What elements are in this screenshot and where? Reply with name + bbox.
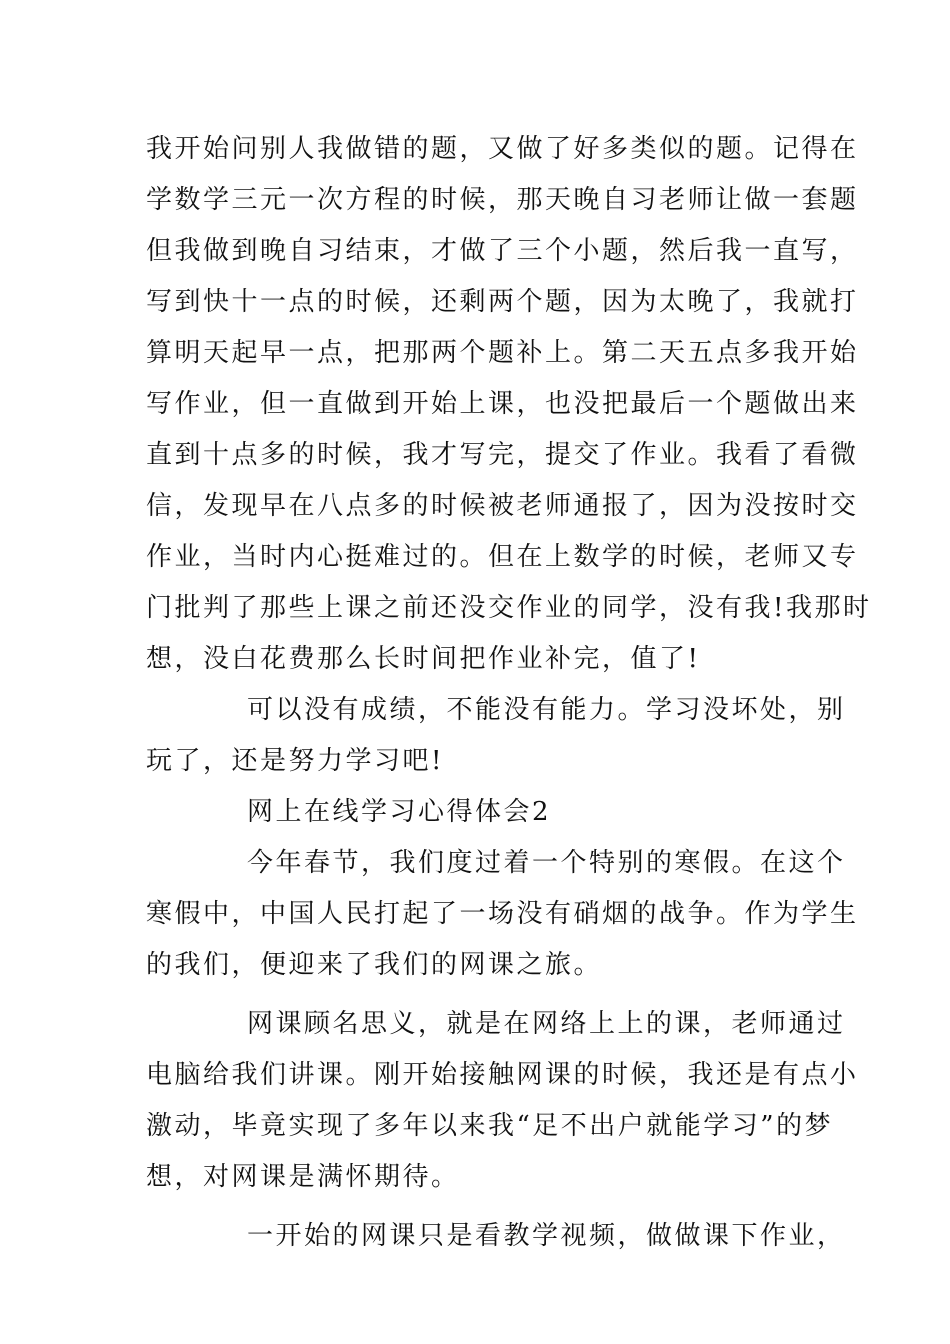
- text-line: 玩了，还是努力学习吧!: [146, 746, 444, 776]
- text-line: 寒假中，中国人民打起了一场没有硝烟的战争。作为学生: [146, 899, 859, 929]
- text-line: 想，没白花费那么长时间把作业补完，值了!: [146, 644, 701, 674]
- paragraph-5: [146, 1211, 846, 1262]
- text-line: 直到十点多的时候，我才写完，提交了作业。我看了看微: [146, 440, 859, 470]
- section-title-block: [146, 787, 808, 838]
- text-line: 一开始的网课只是看教学视频，做做课下作业，: [247, 1221, 846, 1251]
- text-line: 电脑给我们讲课。刚开始接触网课的时候，我还是有点小: [146, 1060, 859, 1090]
- paragraph-1: [146, 124, 872, 685]
- text-line: 今年春节，我们度过着一个特别的寒假。在这个: [247, 848, 846, 878]
- text-line: 信，发现早在八点多的时候被老师通报了，因为没按时交: [146, 491, 859, 521]
- text-line: 的我们，便迎来了我们的网课之旅。: [146, 950, 603, 980]
- text-line: 作业，当时内心挺难过的。但在上数学的时候，老师又专: [146, 542, 859, 572]
- document-body: [146, 124, 872, 1262]
- text-line: 可以没有成绩，不能没有能力。学习没坏处，别: [247, 695, 846, 725]
- text-line: 写到快十一点的时候，还剩两个题，因为太晚了，我就打: [146, 287, 859, 317]
- text-line: 网课顾名思义，就是在网络上上的课，老师通过: [247, 1009, 846, 1039]
- text-line: 写作业，但一直做到开始上课，也没把最后一个题做出来: [146, 389, 859, 419]
- section-title: 网上在线学习心得体会2: [247, 797, 552, 827]
- text-line: 算明天起早一点，把那两个题补上。第二天五点多我开始: [146, 338, 859, 368]
- text-line: 我开始问别人我做错的题，又做了好多类似的题。记得在: [146, 134, 859, 164]
- paragraph-4: [146, 999, 859, 1203]
- text-line: 但我做到晚自习结束，才做了三个小题，然后我一直写，: [146, 236, 859, 266]
- paragraph-3: [146, 838, 859, 991]
- text-line: 门批判了那些上课之前还没交作业的同学，没有我!我那时: [146, 593, 872, 623]
- text-line: 激动，毕竟实现了多年以来我“足不出户就能学习”的梦: [146, 1111, 834, 1141]
- paragraph-2: [146, 685, 846, 787]
- text-line: 学数学三元一次方程的时候，那天晚自习老师让做一套题: [146, 185, 859, 215]
- text-line: 想，对网课是满怀期待。: [146, 1162, 460, 1192]
